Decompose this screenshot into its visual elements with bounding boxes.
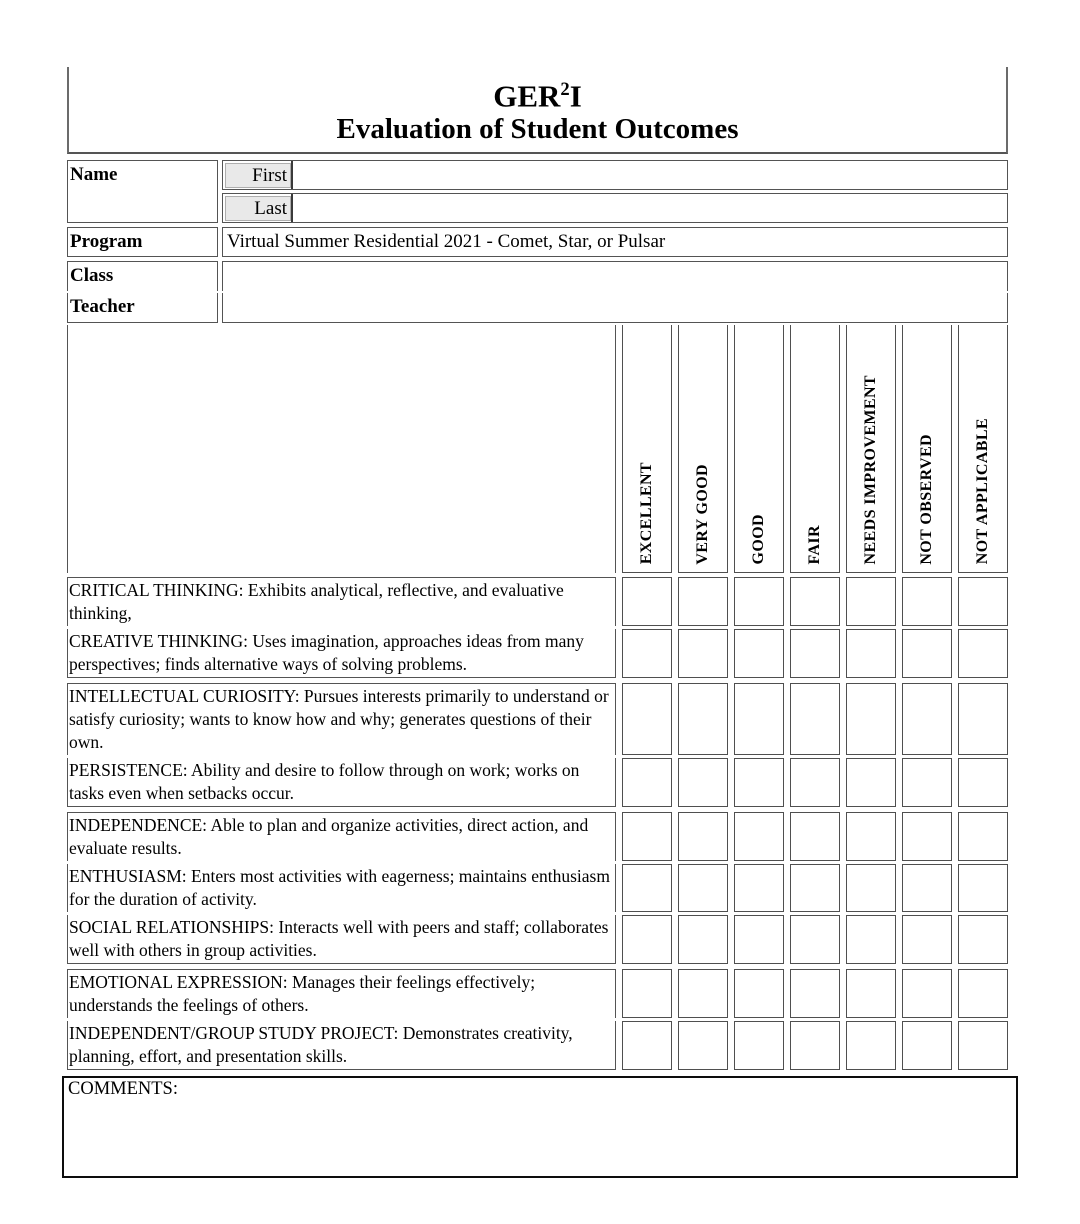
rating-cell[interactable] [734, 915, 784, 964]
rating-row-description: CRITICAL THINKING: Exhibits analytical, reflective, and evaluative thinking, [67, 577, 616, 626]
rating-cell[interactable] [790, 758, 840, 807]
rating-cell[interactable] [958, 577, 1008, 626]
fields-section [67, 160, 1008, 323]
rating-cell[interactable] [790, 629, 840, 678]
rating-cell[interactable] [734, 864, 784, 912]
rating-cell[interactable] [846, 969, 896, 1018]
rating-cell[interactable] [846, 864, 896, 912]
rating-column-header [790, 325, 840, 573]
evaluation-form [67, 67, 1008, 1178]
rating-cell[interactable] [902, 629, 952, 678]
rating-row [67, 812, 1008, 861]
title-superscript: 2 [560, 79, 570, 100]
rating-cell[interactable] [622, 864, 672, 912]
rating-table [67, 325, 1008, 1070]
rating-column-label: VERY GOOD [694, 463, 712, 565]
rating-cell[interactable] [902, 683, 952, 755]
rating-cell[interactable] [846, 812, 896, 861]
comments-label: COMMENTS: [68, 1079, 178, 1100]
rating-cell[interactable] [902, 577, 952, 626]
rating-column-label: EXCELLENT [638, 462, 656, 565]
rating-column-header [846, 325, 896, 573]
rating-cell[interactable] [790, 683, 840, 755]
rating-cell[interactable] [958, 1021, 1008, 1070]
class-row [67, 261, 1008, 291]
rating-column-header [958, 325, 1008, 573]
rating-column-header [734, 325, 784, 573]
rating-cell[interactable] [622, 915, 672, 964]
last-chip-wrap [223, 194, 293, 222]
rating-cell[interactable] [846, 1021, 896, 1070]
rating-column-header [622, 325, 672, 573]
name-row [67, 160, 1008, 223]
rating-cell[interactable] [846, 758, 896, 807]
rating-cell[interactable] [902, 864, 952, 912]
rating-cell[interactable] [902, 758, 952, 807]
rating-cell[interactable] [678, 969, 728, 1018]
page-subtitle: Evaluation of Student Outcomes [336, 113, 739, 146]
program-label: Program [67, 227, 218, 257]
rating-row [67, 629, 1008, 678]
rating-row-description: INTELLECTUAL CURIOSITY: Pursues interests primarily to understand or satisfy curiosity; wants to know how and why; generates questions of their own. [67, 683, 616, 755]
rating-column-header [678, 325, 728, 573]
rating-group [67, 812, 1008, 964]
title-block [67, 67, 1008, 154]
title-suffix: I [569, 78, 582, 114]
rating-row [67, 915, 1008, 964]
rating-cell[interactable] [846, 683, 896, 755]
rating-cell[interactable] [678, 758, 728, 807]
rating-cell[interactable] [958, 683, 1008, 755]
rating-row-description: PERSISTENCE: Ability and desire to follow through on work; works on tasks even when setbacks occur. [67, 758, 616, 807]
rating-cell[interactable] [622, 629, 672, 678]
rating-cell[interactable] [902, 969, 952, 1018]
rating-cell[interactable] [790, 577, 840, 626]
rating-cell[interactable] [678, 577, 728, 626]
rating-column-label: FAIR [806, 524, 824, 565]
rating-cell[interactable] [734, 758, 784, 807]
rating-row-description: INDEPENDENT/GROUP STUDY PROJECT: Demonstrates creativity, planning, effort, and presentation skills. [67, 1021, 616, 1070]
rating-cell[interactable] [790, 1021, 840, 1070]
rating-cell[interactable] [790, 812, 840, 861]
title-prefix: GER [493, 78, 561, 114]
rating-cell[interactable] [734, 812, 784, 861]
name-inputs [222, 160, 1008, 223]
page-title [69, 72, 1006, 113]
first-label-chip: First [225, 163, 291, 188]
rating-header-row [67, 325, 1008, 573]
rating-cell[interactable] [678, 915, 728, 964]
rating-header-spacer [67, 325, 616, 573]
rating-cell[interactable] [902, 915, 952, 964]
program-input[interactable]: Virtual Summer Residential 2021 - Comet, Star, or Pulsar [222, 227, 1008, 257]
first-name-input[interactable] [293, 161, 1007, 189]
rating-cell[interactable] [622, 577, 672, 626]
last-name-row [222, 193, 1008, 223]
program-row [67, 227, 1008, 257]
rating-cell[interactable] [958, 629, 1008, 678]
teacher-label: Teacher [67, 293, 218, 323]
rating-row [67, 969, 1008, 1018]
rating-row-description: ENTHUSIASM: Enters most activities with eagerness; maintains enthusiasm for the duration of activity. [67, 864, 616, 912]
rating-cell[interactable] [622, 758, 672, 807]
rating-column-label: GOOD [750, 513, 768, 565]
rating-row-description: INDEPENDENCE: Able to plan and organize activities, direct action, and evaluate results. [67, 812, 616, 861]
rating-cell[interactable] [846, 577, 896, 626]
rating-cell[interactable] [734, 683, 784, 755]
rating-group [67, 683, 1008, 807]
rating-cell[interactable] [734, 629, 784, 678]
rating-cell[interactable] [790, 969, 840, 1018]
rating-cell[interactable] [678, 864, 728, 912]
rating-cell[interactable] [622, 812, 672, 861]
last-label-chip: Last [225, 196, 291, 221]
rating-group [67, 969, 1008, 1070]
comments-section [62, 1076, 1018, 1178]
rating-row [67, 1021, 1008, 1070]
rating-cell[interactable] [958, 864, 1008, 912]
rating-column-label: NOT APPLICABLE [974, 418, 992, 565]
last-name-input[interactable] [293, 194, 1007, 222]
rating-cell[interactable] [678, 1021, 728, 1070]
rating-row [67, 683, 1008, 755]
rating-row [67, 758, 1008, 807]
class-input[interactable] [222, 261, 1008, 291]
rating-cell[interactable] [622, 1021, 672, 1070]
rating-cell[interactable] [734, 1021, 784, 1070]
teacher-input[interactable] [222, 293, 1008, 323]
rating-cell[interactable] [902, 1021, 952, 1070]
rating-cell[interactable] [958, 758, 1008, 807]
name-label: Name [67, 160, 218, 223]
rating-column-label: NEEDS IMPROVEMENT [862, 374, 880, 565]
rating-cell[interactable] [790, 915, 840, 964]
rating-row [67, 864, 1008, 912]
class-teacher-section [67, 261, 1008, 323]
rating-row-description: EMOTIONAL EXPRESSION: Manages their feelings effectively; understands the feelings of others. [67, 969, 616, 1018]
rating-cell[interactable] [622, 969, 672, 1018]
rating-cell[interactable] [846, 915, 896, 964]
rating-cell[interactable] [958, 969, 1008, 1018]
rating-cell[interactable] [734, 577, 784, 626]
rating-cell[interactable] [958, 812, 1008, 861]
rating-row-description: CREATIVE THINKING: Uses imagination, approaches ideas from many perspectives; finds alternative ways of solving problems. [67, 629, 616, 678]
rating-cell[interactable] [958, 915, 1008, 964]
first-chip-wrap [223, 161, 293, 189]
rating-groups [67, 577, 1008, 1070]
rating-cell[interactable] [678, 629, 728, 678]
class-label: Class [67, 261, 218, 291]
teacher-row [67, 293, 1008, 323]
rating-row-description: SOCIAL RELATIONSHIPS: Interacts well with peers and staff; collaborates well with others in group activities. [67, 915, 616, 964]
rating-group [67, 577, 1008, 678]
rating-cell[interactable] [678, 812, 728, 861]
rating-column-label: NOT OBSERVED [918, 433, 936, 565]
comments-input[interactable] [68, 1100, 1012, 1160]
first-name-row [222, 160, 1008, 190]
rating-cell[interactable] [622, 683, 672, 755]
rating-cell[interactable] [846, 629, 896, 678]
rating-cell[interactable] [790, 864, 840, 912]
rating-row [67, 577, 1008, 626]
rating-cell[interactable] [734, 969, 784, 1018]
rating-cell[interactable] [902, 812, 952, 861]
rating-column-header [902, 325, 952, 573]
rating-cell[interactable] [678, 683, 728, 755]
